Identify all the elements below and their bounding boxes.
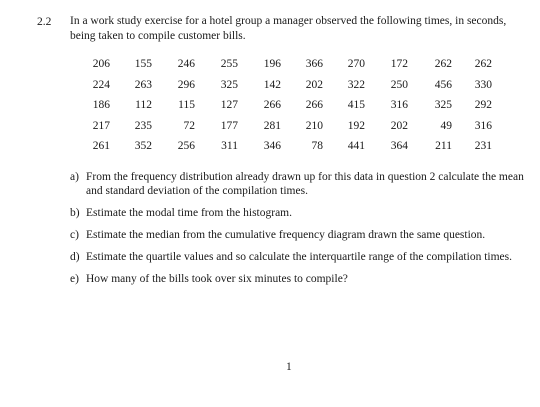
table-cell: 202	[390, 119, 408, 132]
table-cell: 441	[347, 140, 365, 152]
question-part-e	[70, 272, 525, 286]
table-cell: 224	[92, 78, 110, 91]
table-cell: 316	[390, 99, 408, 111]
table-cell: 231	[474, 140, 492, 152]
table-cell: 72	[183, 119, 195, 132]
table-cell: 196	[263, 58, 281, 70]
table-cell: 211	[435, 140, 452, 152]
table-row	[72, 120, 492, 141]
table-cell: 263	[134, 78, 152, 91]
question-part-a	[70, 170, 525, 198]
table-cell: 325	[220, 78, 238, 91]
page-number: 1	[286, 361, 292, 373]
times-table	[72, 58, 492, 161]
table-cell: 296	[177, 78, 195, 91]
table-cell: 210	[305, 119, 323, 132]
table-cell: 325	[434, 99, 452, 111]
table-cell: 292	[474, 99, 492, 111]
table-row	[72, 58, 492, 79]
table-cell: 202	[305, 78, 323, 91]
part-label: a)	[70, 171, 79, 183]
table-cell: 155	[134, 58, 152, 70]
table-cell: 322	[347, 78, 365, 91]
table-cell: 49	[440, 119, 452, 132]
table-cell: 261	[92, 140, 110, 152]
question-number: 2.2	[37, 16, 52, 28]
question-part-b	[70, 206, 525, 220]
table-cell: 142	[263, 78, 281, 91]
table-cell: 127	[220, 99, 238, 111]
table-cell: 415	[347, 99, 365, 111]
table-cell: 262	[474, 58, 492, 70]
table-cell: 186	[92, 99, 110, 111]
table-cell: 456	[434, 78, 452, 91]
table-cell: 250	[390, 78, 408, 91]
table-cell: 262	[434, 58, 452, 70]
table-cell: 115	[178, 99, 195, 111]
part-label: d)	[70, 251, 80, 263]
table-cell: 206	[92, 58, 110, 70]
table-cell: 172	[390, 58, 408, 70]
table-cell: 112	[135, 99, 152, 111]
part-label: c)	[70, 229, 79, 241]
part-text: From the frequency distribution already drawn up for this data in question 2 calculate the mean and standard deviation of the compilation times.	[86, 171, 524, 197]
table-cell: 246	[177, 58, 195, 70]
part-text: Estimate the median from the cumulative frequency diagram drawn the same question.	[86, 229, 486, 241]
table-cell: 316	[474, 119, 492, 132]
table-cell: 364	[390, 140, 408, 152]
table-cell: 266	[263, 99, 281, 111]
table-cell: 311	[221, 140, 238, 152]
table-cell: 366	[305, 58, 323, 70]
table-cell: 346	[263, 140, 281, 152]
part-text: Estimate the quartile values and so calculate the interquartile range of the compilation times.	[86, 251, 512, 263]
table-row	[72, 99, 492, 120]
question-intro: In a work study exercise for a hotel group a manager observed the following times, in seconds, being taken to compile customer bills.	[70, 15, 507, 42]
table-row	[72, 140, 492, 161]
table-cell: 330	[474, 78, 492, 91]
table-cell: 192	[347, 119, 365, 132]
part-text: Estimate the modal time from the histogram.	[86, 207, 292, 219]
table-cell: 266	[305, 99, 323, 111]
question-part-c	[70, 228, 525, 242]
part-label: b)	[70, 207, 80, 219]
part-label: e)	[70, 273, 79, 285]
table-cell: 281	[263, 119, 281, 132]
table-cell: 256	[177, 140, 195, 152]
table-cell: 177	[220, 119, 238, 132]
question-parts	[70, 170, 525, 294]
table-cell: 217	[92, 119, 110, 132]
table-cell: 352	[134, 140, 152, 152]
part-text: How many of the bills took over six minutes to compile?	[86, 273, 348, 285]
table-cell: 270	[347, 58, 365, 70]
table-cell: 235	[134, 119, 152, 132]
table-cell: 78	[311, 140, 323, 152]
table-cell: 255	[220, 58, 238, 70]
table-row	[72, 79, 492, 100]
question-part-d	[70, 250, 525, 264]
